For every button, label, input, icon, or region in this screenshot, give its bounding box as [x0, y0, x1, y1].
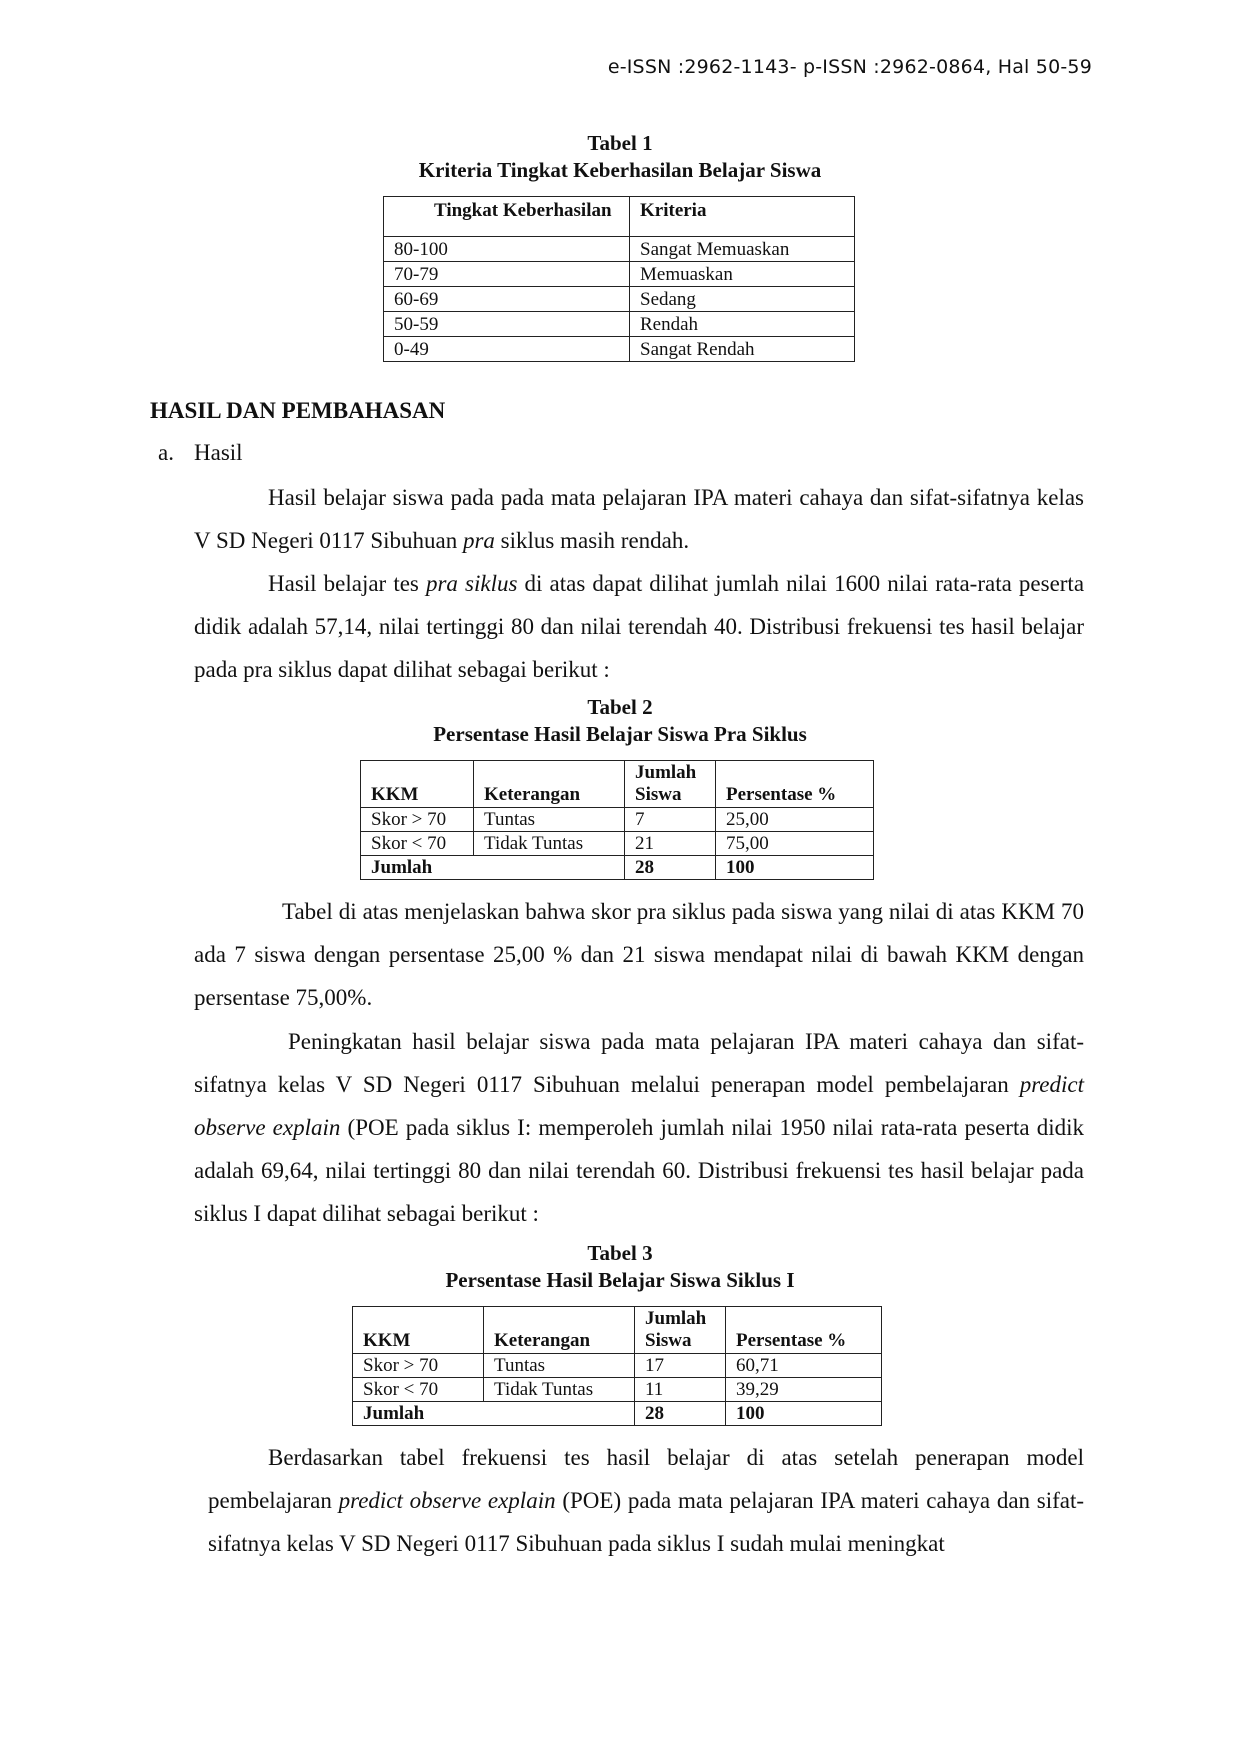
subsection-label: a.	[158, 440, 174, 465]
table3-subtitle: Persentase Hasil Belajar Siswa Siklus I	[445, 1268, 795, 1292]
table2-header-row	[361, 761, 874, 808]
table1-cell: Rendah	[630, 312, 855, 337]
table1-subtitle: Kriteria Tingkat Keberhasilan Belajar Siswa	[418, 158, 822, 182]
paragraph-2	[194, 562, 1084, 691]
table2-cell: Tuntas	[474, 808, 625, 832]
table-row	[384, 237, 855, 262]
table2	[360, 760, 874, 880]
table3-total-label: Jumlah	[353, 1402, 635, 1426]
table3-title: Tabel 3	[587, 1241, 653, 1265]
table3-cell: Skor < 70	[353, 1378, 484, 1402]
table-row	[384, 337, 855, 362]
section-title: HASIL DAN PEMBAHASAN	[150, 398, 446, 423]
table2-cell: Tidak Tuntas	[474, 832, 625, 856]
paragraph-1-italic: pra	[462, 528, 495, 553]
table3-cell: Skor > 70	[353, 1354, 484, 1378]
table2-total-row	[361, 856, 874, 880]
subsection-heading	[158, 440, 243, 466]
table2-title: Tabel 2	[587, 695, 653, 719]
table3-header-kkm: KKM	[353, 1307, 484, 1354]
table2-header-keterangan: Keterangan	[474, 761, 625, 808]
paragraph-4-italic: predict observe explain	[194, 1072, 1084, 1140]
table2-header-persentase: Persentase %	[716, 761, 874, 808]
table-row	[353, 1378, 882, 1402]
table1-header-criteria: Kriteria	[630, 197, 855, 237]
paragraph-3-text: Tabel di atas menjelaskan bahwa skor pra siklus pada siswa yang nilai di atas KKM 70 ada 7 siswa dengan persentase 25,00 % dan 21 siswa mendapat nilai di bawah KKM dengan persentase 75,00%.	[194, 899, 1084, 1010]
table2-cell: 7	[625, 808, 716, 832]
table2-cell: 25,00	[716, 808, 874, 832]
table2-total-count: 28	[625, 856, 716, 880]
table1-header-row	[384, 197, 855, 237]
table-row	[384, 262, 855, 287]
table1-cell: 80-100	[384, 237, 630, 262]
table3-header-persentase: Persentase %	[726, 1307, 882, 1354]
table-row	[353, 1354, 882, 1378]
paragraph-2-text: Hasil belajar tes	[268, 571, 419, 596]
table1	[383, 196, 855, 362]
paragraph-2-italic: pra siklus	[425, 571, 518, 596]
paragraph-1-end: siklus masih rendah.	[500, 528, 690, 553]
table2-total-label: Jumlah	[361, 856, 625, 880]
table3-header-row	[353, 1307, 882, 1354]
table2-cell: Skor < 70	[361, 832, 474, 856]
table-row	[361, 832, 874, 856]
table3-total-percent: 100	[726, 1402, 882, 1426]
table3-header-keterangan: Keterangan	[484, 1307, 635, 1354]
table3-cell: Tidak Tuntas	[484, 1378, 635, 1402]
table1-cell: 50-59	[384, 312, 630, 337]
table-row	[384, 312, 855, 337]
table2-cell: 21	[625, 832, 716, 856]
table1-cell: 0-49	[384, 337, 630, 362]
table3-cell: 39,29	[726, 1378, 882, 1402]
subsection-title: Hasil	[194, 440, 243, 465]
table2-subtitle: Persentase Hasil Belajar Siswa Pra Siklus	[433, 722, 807, 746]
table2-cell: 75,00	[716, 832, 874, 856]
table1-cell: Sedang	[630, 287, 855, 312]
paragraph-5-end: (POE) pada mata pelajaran IPA materi cahaya dan sifat-sifatnya kelas V SD Negeri 0117 Sibuhuan pada siklus I sudah mulai meningkat	[208, 1488, 1085, 1556]
paragraph-5-text: Berdasarkan tabel frekuensi tes hasil belajar di atas setelah penerapan model pembelajaran	[208, 1445, 1084, 1513]
paragraph-4-text: Peningkatan hasil belajar siswa pada mata pelajaran IPA materi cahaya dan sifat-sifatnya kelas V SD Negeri 0117 Sibuhuan melalui penerapan model pembelajaran	[194, 1029, 1084, 1097]
table2-total-percent: 100	[716, 856, 874, 880]
table-row	[361, 808, 874, 832]
paragraph-1-text: Hasil belajar siswa pada pada mata pelajaran IPA materi cahaya dan sifat-sifatnya kelas V SD Negeri 0117 Sibuhuan	[194, 485, 1084, 553]
paragraph-4-end: (POE pada siklus I: memperoleh jumlah nilai 1950 nilai rata-rata peserta didik adalah 69,64, nilai tertinggi 80 dan nilai terendah 60. Distribusi frekuensi tes hasil belajar pada siklus I dapat dilihat sebagai berikut :	[194, 1115, 1084, 1226]
table1-header-level: Tingkat Keberhasilan	[384, 197, 630, 237]
table2-cell: Skor > 70	[361, 808, 474, 832]
table2-header-jumlah: Jumlah Siswa	[625, 761, 716, 808]
table1-cell: 60-69	[384, 287, 630, 312]
table2-header-kkm: KKM	[361, 761, 474, 808]
paragraph-5	[208, 1436, 1084, 1565]
table1-title: Tabel 1	[587, 131, 653, 155]
paragraph-4	[194, 1020, 1084, 1235]
table3-cell: 17	[635, 1354, 726, 1378]
table3-total-row	[353, 1402, 882, 1426]
table3-cell: 11	[635, 1378, 726, 1402]
paragraph-3	[194, 890, 1084, 1019]
table1-cell: 70-79	[384, 262, 630, 287]
paragraph-5-italic: predict observe explain	[338, 1488, 556, 1513]
table1-cell: Sangat Rendah	[630, 337, 855, 362]
journal-header: e-ISSN :2962-1143- p-ISSN :2962-0864, Hal 50-59	[607, 56, 1092, 78]
table1-cell: Memuaskan	[630, 262, 855, 287]
table3-total-count: 28	[635, 1402, 726, 1426]
table3-header-jumlah: Jumlah Siswa	[635, 1307, 726, 1354]
table1-cell: Sangat Memuaskan	[630, 237, 855, 262]
table3-cell: 60,71	[726, 1354, 882, 1378]
paragraph-2-end: di atas dapat dilihat jumlah nilai 1600 nilai rata-rata peserta didik adalah 57,14, nilai tertinggi 80 dan nilai terendah 40. Distribusi frekuensi tes hasil belajar pada pra siklus dapat dilihat sebagai berikut :	[194, 571, 1085, 682]
paragraph-1	[194, 476, 1084, 562]
table3-cell: Tuntas	[484, 1354, 635, 1378]
table-row	[384, 287, 855, 312]
table3	[352, 1306, 882, 1426]
